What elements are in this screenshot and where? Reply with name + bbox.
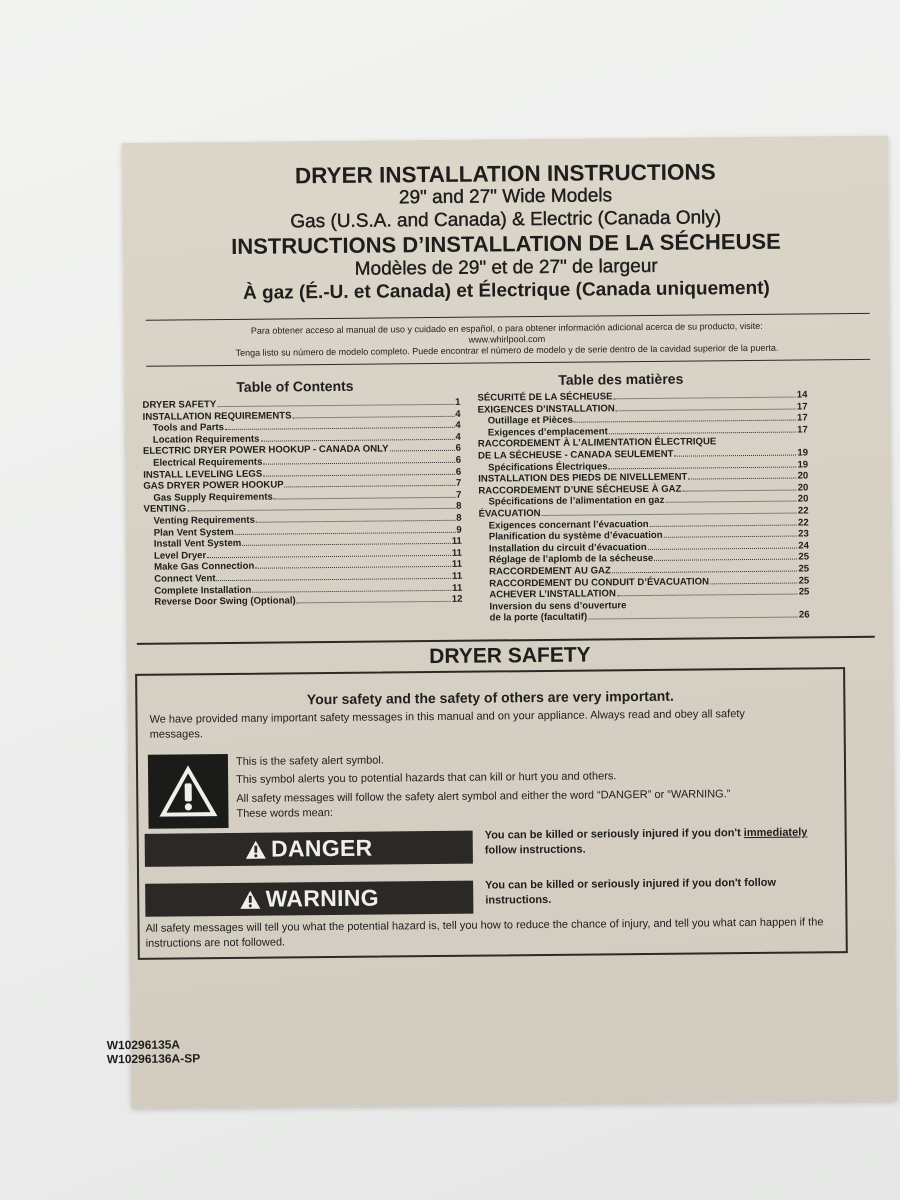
toc-entry-page: 20 bbox=[797, 470, 809, 482]
part-numbers bbox=[107, 1037, 201, 1066]
toc-entry-label: RACCORDEMENT DU CONDUIT D’ÉVACUATION bbox=[489, 575, 710, 589]
toc-entry-page: 25 bbox=[798, 551, 810, 563]
toc-en-title: Table of Contents bbox=[236, 377, 354, 395]
title-en: DRYER INSTALLATION INSTRUCTIONS bbox=[294, 159, 716, 189]
toc-leader-dots bbox=[542, 512, 797, 515]
toc-entry-label: Spécifications Électriques bbox=[488, 460, 608, 474]
toc-leader-dots bbox=[293, 415, 455, 418]
toc-entry-label: Planification du système d’évacuation bbox=[488, 529, 663, 543]
toc-entry-label: Réglage de l’aplomb de la sécheuse bbox=[488, 553, 654, 566]
toc-entry-page: 8 bbox=[456, 512, 462, 524]
toc-entry bbox=[480, 610, 810, 625]
toc-fr-list bbox=[477, 389, 809, 624]
toc-entry-page: 24 bbox=[798, 540, 809, 552]
safety-box-title: Your safety and the safety of others are very important. bbox=[306, 687, 674, 708]
fuel-en: Gas (U.S.A. and Canada) & Electric (Canada Only) bbox=[290, 207, 722, 233]
toc-leader-dots bbox=[242, 543, 450, 546]
toc-entry-label: Plan Vent System bbox=[153, 526, 234, 539]
toc-entry-label: VENTING bbox=[143, 503, 187, 516]
toc-entry-page: 6 bbox=[455, 443, 462, 455]
toc-entry-label: Location Requirements bbox=[152, 433, 260, 446]
toc-fr-title: Table des matières bbox=[558, 370, 684, 388]
toc-leader-dots bbox=[263, 473, 455, 476]
toc-entry-page: 20 bbox=[797, 482, 809, 494]
toc-entry-page: 25 bbox=[798, 574, 810, 587]
danger-alert-icon bbox=[245, 839, 267, 859]
toc-entry-label: EXIGENCES D’INSTALLATION bbox=[477, 402, 615, 416]
toc-leader-dots bbox=[574, 420, 796, 423]
toc-leader-dots bbox=[665, 501, 796, 503]
toc-entry-page: 7 bbox=[455, 489, 462, 501]
toc-leader-dots bbox=[674, 455, 796, 457]
toc-entry-page: 4 bbox=[455, 431, 461, 443]
toc-entry-label: RACCORDEMENT D’UNE SÉCHEUSE À GAZ bbox=[478, 483, 682, 497]
toc-leader-dots bbox=[650, 524, 797, 526]
toc-entry-label: Tools and Parts bbox=[152, 422, 225, 434]
toc-entry-page: 11 bbox=[452, 582, 463, 594]
toc-entry-page: 8 bbox=[456, 501, 462, 513]
toc-leader-dots bbox=[710, 582, 798, 584]
toc-leader-dots bbox=[274, 497, 455, 500]
toc-entry-label: Venting Requirements bbox=[153, 514, 255, 527]
safety-box bbox=[135, 667, 848, 960]
toc-entry-page: 26 bbox=[798, 609, 810, 621]
toc-entry-label: DE LA SÉCHEUSE - CANADA SEULEMENT bbox=[477, 448, 674, 462]
toc-leader-dots bbox=[255, 566, 451, 569]
toc-entry-label: de la porte (facultatif) bbox=[489, 611, 588, 624]
toc-entry-label: Electrical Requirements bbox=[153, 456, 263, 469]
toc-entry-label: Level Dryer bbox=[153, 549, 207, 562]
toc-leader-dots bbox=[664, 536, 798, 538]
toc-leader-dots bbox=[609, 466, 797, 469]
toc-entry-label: Make Gas Connection bbox=[154, 561, 255, 574]
toc-entry-page: 1 bbox=[455, 396, 461, 408]
toc-leader-dots bbox=[609, 431, 796, 434]
toc-entry-page: 11 bbox=[451, 535, 462, 547]
toc-leader-dots bbox=[235, 531, 456, 534]
toc-entry-label: RACCORDEMENT À L’ALIMENTATION ÉLECTRIQUE bbox=[477, 436, 717, 450]
symbol-line2: This symbol alerts you to potential hazards that can kill or hurt you and others. bbox=[236, 770, 617, 786]
safety-alert-icon bbox=[148, 754, 229, 829]
toc-entry-label: INSTALLATION REQUIREMENTS bbox=[142, 409, 292, 423]
part-number-en: W10296135A bbox=[106, 1037, 181, 1053]
toc-entry-page: 17 bbox=[796, 412, 808, 424]
toc-leader-dots bbox=[297, 601, 451, 603]
toc-entry-page: 19 bbox=[797, 458, 809, 471]
toc-leader-dots bbox=[588, 617, 798, 620]
danger-label: DANGER bbox=[270, 834, 373, 862]
toc-entry-page: 11 bbox=[451, 547, 463, 559]
symbol-line3: All safety messages will follow the safety alert symbol and either the word “DANGER” or “WARNING.” bbox=[236, 788, 731, 805]
warning-label: WARNING bbox=[265, 884, 380, 912]
toc-leader-dots bbox=[285, 485, 455, 488]
toc-entry-page: 4 bbox=[455, 408, 461, 420]
warning-signal-bar bbox=[145, 881, 473, 917]
instruction-sheet bbox=[106, 136, 897, 1108]
toc-entry-label: Exigences d’emplacement bbox=[487, 426, 608, 439]
toc-entry-label: Outillage et Pièces bbox=[487, 414, 574, 427]
toc-entry-label: Spécifications de l’alimentation en gaz bbox=[488, 495, 665, 508]
toc-entry-page: 22 bbox=[797, 516, 809, 529]
title-fr: INSTRUCTIONS D’INSTALLATION DE LA SÉCHEUSE bbox=[231, 228, 781, 259]
toc-entry-label: RACCORDEMENT AU GAZ bbox=[489, 565, 611, 578]
models-fr: Modèles de 29" et de 27" de largeur bbox=[354, 255, 658, 280]
toc-entry-label: Inversion du sens d’ouverture bbox=[489, 599, 627, 613]
toc-leader-dots bbox=[207, 555, 451, 558]
toc-leader-dots bbox=[654, 559, 797, 561]
symbol-line1: This is the safety alert symbol. bbox=[235, 754, 384, 768]
toc-leader-dots bbox=[617, 594, 798, 597]
toc-leader-dots bbox=[682, 489, 796, 491]
toc-leader-dots bbox=[260, 439, 454, 442]
toc-entry-page: 17 bbox=[796, 401, 808, 413]
safety-footer: All safety messages will tell you what the potential hazard is, tell you how to reduce the chance of injury, and tell you what can happen if the instructions are not followed. bbox=[145, 916, 824, 950]
toc-leader-dots bbox=[612, 570, 798, 573]
safety-intro: We have provided many important safety messages in this manual and on your appliance. Always read and obey all safety messages. bbox=[149, 708, 745, 741]
toc-leader-dots bbox=[217, 578, 452, 581]
toc-entry-label: INSTALL LEVELING LEGS bbox=[143, 468, 263, 481]
toc-entry-page: 9 bbox=[456, 524, 462, 536]
toc-entry-page: 11 bbox=[451, 570, 463, 582]
toc-entry-page: 11 bbox=[451, 559, 463, 571]
toc-leader-dots bbox=[263, 462, 454, 465]
toc-en-list bbox=[142, 397, 462, 609]
toc-entry-page: 22 bbox=[797, 505, 809, 517]
fuel-fr: À gaz (É.-U. et Canada) et Électrique (Canada uniquement) bbox=[242, 277, 770, 304]
spanish-note-line1: Para obtener acceso al manual de uso y cuidado en español, o para obtener información adicional acerca de su producto, visite: bbox=[250, 320, 763, 336]
toc-leader-dots bbox=[217, 404, 454, 407]
spanish-note-line3: Tenga listo su número de modelo completo. Puede encontrar el número de modelo y de serie dentro de la cavidad superior de la puerta. bbox=[235, 342, 779, 358]
toc-entry-page: 23 bbox=[798, 528, 809, 540]
toc-leader-dots bbox=[252, 589, 451, 592]
toc-entry-label: Gas Supply Requirements bbox=[153, 491, 273, 504]
toc-entry-page: 6 bbox=[455, 454, 462, 466]
toc-entry-page: 7 bbox=[455, 477, 462, 489]
toc-entry-page: 20 bbox=[797, 493, 809, 505]
toc-entry-label: Connect Vent bbox=[154, 573, 216, 585]
toc-leader-dots bbox=[614, 397, 796, 400]
toc-entry-label: Reverse Door Swing (Optional) bbox=[154, 595, 296, 608]
danger-description: You can be killed or seriously injured if you don't immediately follow instructions. bbox=[484, 826, 808, 857]
toc-entry-label: GAS DRYER POWER HOOKUP bbox=[143, 479, 284, 492]
toc-entry-page: 17 bbox=[797, 424, 808, 436]
part-number-sp: W10296136A-SP bbox=[106, 1051, 201, 1067]
toc-entry-label: Install Vent System bbox=[153, 537, 242, 550]
toc-entry-page: 25 bbox=[798, 563, 810, 575]
toc-entry-page: 19 bbox=[797, 447, 809, 459]
toc-entry-page: 14 bbox=[796, 389, 808, 401]
toc-leader-dots bbox=[648, 547, 798, 549]
danger-signal-bar bbox=[145, 831, 473, 867]
toc-entry-label: Complete Installation bbox=[154, 584, 252, 597]
toc-leader-dots bbox=[616, 408, 796, 411]
toc-entry-label: ÉVACUATION bbox=[478, 507, 541, 520]
toc-entry-page: 12 bbox=[451, 593, 463, 605]
toc-leader-dots bbox=[256, 520, 455, 523]
section-title: DRYER SAFETY bbox=[429, 643, 591, 669]
note-divider bbox=[146, 359, 870, 367]
models-en: 29" and 27" Wide Models bbox=[398, 185, 613, 209]
toc-entry-label: Installation du circuit d’évacuation bbox=[488, 541, 647, 555]
toc-entry-label: ELECTRIC DRYER POWER HOOKUP - CANADA ONLY bbox=[142, 443, 389, 458]
header-divider bbox=[146, 313, 870, 321]
toc-entry-label: SÉCURITÉ DE LA SÉCHEUSE bbox=[477, 391, 613, 404]
toc-entry-page: 25 bbox=[798, 586, 810, 598]
toc-leader-dots bbox=[187, 508, 455, 512]
toc-entry-label: Exigences concernant l’évacuation bbox=[488, 518, 649, 532]
toc-entry-page: 6 bbox=[455, 466, 462, 478]
toc-leader-dots bbox=[225, 427, 454, 430]
toc-entry-label: INSTALLATION DES PIEDS DE NIVELLEMENT bbox=[478, 471, 688, 485]
toc-entry-label: ACHEVER L’INSTALLATION bbox=[489, 588, 616, 601]
toc-entry-label: DRYER SAFETY bbox=[142, 399, 217, 411]
symbol-line4: These words mean: bbox=[236, 807, 334, 820]
spanish-note-url: www.whirlpool.com bbox=[468, 333, 546, 345]
toc-entry-page: 4 bbox=[455, 419, 461, 432]
toc-leader-dots bbox=[390, 450, 455, 452]
warning-alert-icon bbox=[240, 889, 262, 909]
warning-description: You can be killed or seriously injured if you don't follow instructions. bbox=[485, 876, 777, 907]
toc-entry bbox=[144, 594, 462, 609]
toc-leader-dots bbox=[688, 478, 796, 480]
